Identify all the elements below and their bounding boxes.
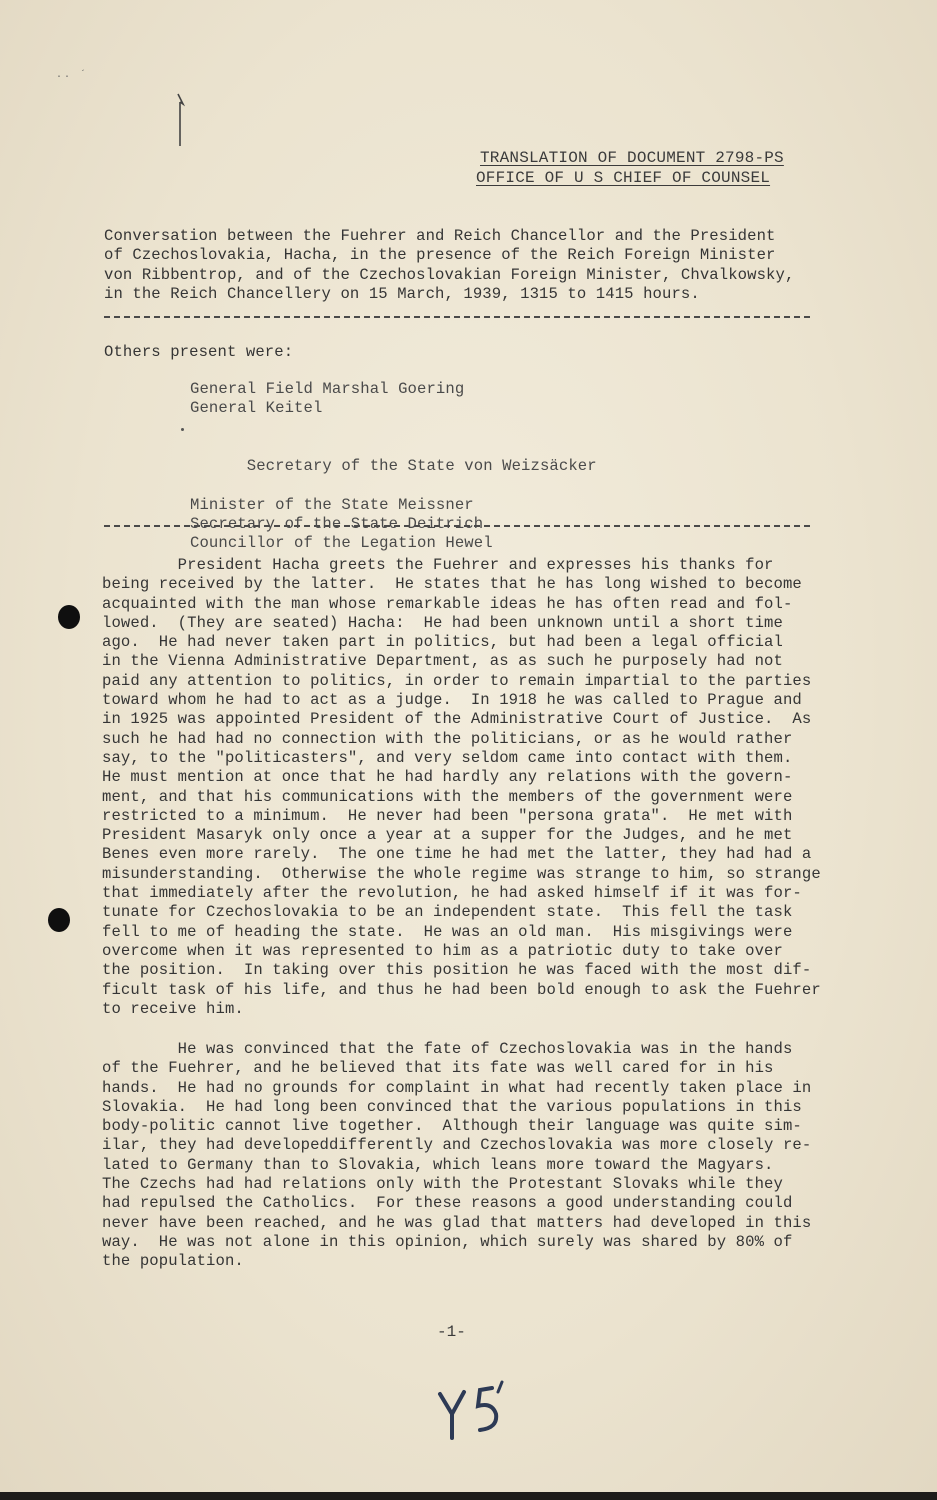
paragraph-line: in the Vienna Administrative Department, as as such he purposely had not [102,652,783,671]
paragraph-line: ficult task of his life, and thus he had been bold enough to ask the Fuehrer [102,980,821,999]
page-number: -1- [437,1323,466,1341]
intro-line: in the Reich Chancellery on 15 March, 1939, 1315 to 1415 hours. [104,284,700,303]
pencil-tick-mark [176,90,186,150]
paragraph-line: acquainted with the man whose remarkable ideas he has often read and fol- [102,594,793,613]
attendee-list [190,380,610,554]
paragraph-line: body-politic cannot live together. Although their language was quite sim- [102,1117,802,1136]
paragraph-line: the position. In taking over this position he was faced with the most dif- [102,961,812,980]
body-paragraph-2 [102,1040,832,1272]
paragraph-line: in 1925 was appointed President of the Administrative Court of Justice. As [102,710,812,729]
paragraph-line: Benes even more rarely. The one time he had met the latter, they had had a [102,845,812,864]
intro-line: von Ribbentrop, and of the Czechoslovakian Foreign Minister, Chvalkowsky, [104,265,795,284]
paragraph-line: Slovakia. He had long been convinced that the various populations in this [102,1097,802,1116]
paragraph-line: President Masaryk only once a year at a supper for the Judges, and he met [102,826,793,845]
paragraph-line: The Czechs had had relations only with the Protestant Slovaks while they [102,1175,783,1194]
paragraph-line: ment, and that his communications with the members of the government were [102,787,793,806]
attendee-item: General Field Marshal Goering [190,380,465,398]
paragraph-line: tunate for Czechoslovakia to be an independent state. This fell the task [102,903,793,922]
paragraph-line: ago. He had never taken part in politics, but had been a legal official [102,633,783,652]
paragraph-line: of the Fuehrer, and he believed that its fate was well cared for in his [102,1059,774,1078]
paragraph-line: to receive him. [102,999,244,1018]
document-header [470,148,830,188]
others-present-label: Others present were: [104,343,294,361]
handwritten-y5-mark [432,1380,512,1442]
paragraph-line: hands. He had no grounds for complaint in what had recently taken place in [102,1078,812,1097]
attendee-item [190,419,610,496]
paragraph-line: say, to the "politicasters", and very seldom came into contact with them. [102,748,793,767]
paragraph-line: such he had had no connection with the politicians, or as he would rather [102,729,793,748]
paragraph-line: the population. [102,1252,244,1271]
paragraph-line: that immediately after the revolution, he had asked himself if it was for- [102,884,802,903]
paragraph-line: lowed. (They are seated) Hacha: He had been unknown until a short time [102,613,783,632]
paragraph-line: lated to Germany than to Slovakia, which leans more toward the Magyars. [102,1155,774,1174]
paragraph-line: overcome when it was represented to him as a patriotic duty to take over [102,941,783,960]
paragraph-line: misunderstanding. Otherwise the whole regime was strange to him, so strange [102,864,821,883]
paragraph-line: had repulsed the Catholics. For these reasons a good understanding could [102,1194,793,1213]
attendee-item: General Keitel [190,399,323,418]
attendee-item: Councillor of the Legation Hewel [190,534,493,553]
punch-hole [58,605,80,629]
punch-hole [48,908,70,932]
paragraph-line: ilar, they had developeddifferently and Czechoslovakia was more closely re- [102,1136,812,1155]
scan-bottom-edge [0,1492,937,1500]
paragraph-line: toward whom he had to act as a judge. In 1918 he was called to Prague and [102,691,802,710]
paragraph-line: way. He was not alone in this opinion, which surely was shared by 80% of [102,1232,793,1251]
paragraph-line: being received by the latter. He states that he has long wished to become [102,575,802,594]
paragraph-line: fell to me of heading the state. He was an old man. His misgivings were [102,922,793,941]
attendee-text: Secretary of the State von Weizsäcker [246,457,597,476]
attendee-item: Minister of the State Meissner [190,495,474,514]
intro-line: of Czechoslovakia, Hacha, in the presence of the Reich Foreign Minister [104,246,776,265]
header-office-line: OFFICE OF U S CHIEF OF COUNSEL [476,169,771,187]
intro-paragraph [104,227,814,304]
paragraph-line: He must mention at once that he had hardly any relations with the govern- [102,768,793,787]
intro-line: Conversation between the Fuehrer and Reich Chancellor and the President [104,227,776,245]
paragraph-line: President Hacha greets the Fuehrer and expresses his thanks for [102,556,774,574]
attendee-item: Secretary of the State Deitrich [190,515,484,534]
stray-dot [181,428,184,431]
section-divider [104,525,810,527]
paragraph-line: paid any attention to politics, in order to remain impartial to the parties [102,671,812,690]
stray-ink-mark: .. ´ [56,70,89,81]
section-divider [104,316,810,318]
paragraph-line: He was convinced that the fate of Czechoslovakia was in the hands [102,1040,793,1058]
header-translation-line: TRANSLATION OF DOCUMENT 2798-PS [480,149,784,167]
paragraph-line: never have been reached, and he was glad that matters had developed in this [102,1213,812,1232]
body-paragraph-1 [102,556,832,1019]
paragraph-line: restricted to a minimum. He never had been "persona grata". He met with [102,806,793,825]
